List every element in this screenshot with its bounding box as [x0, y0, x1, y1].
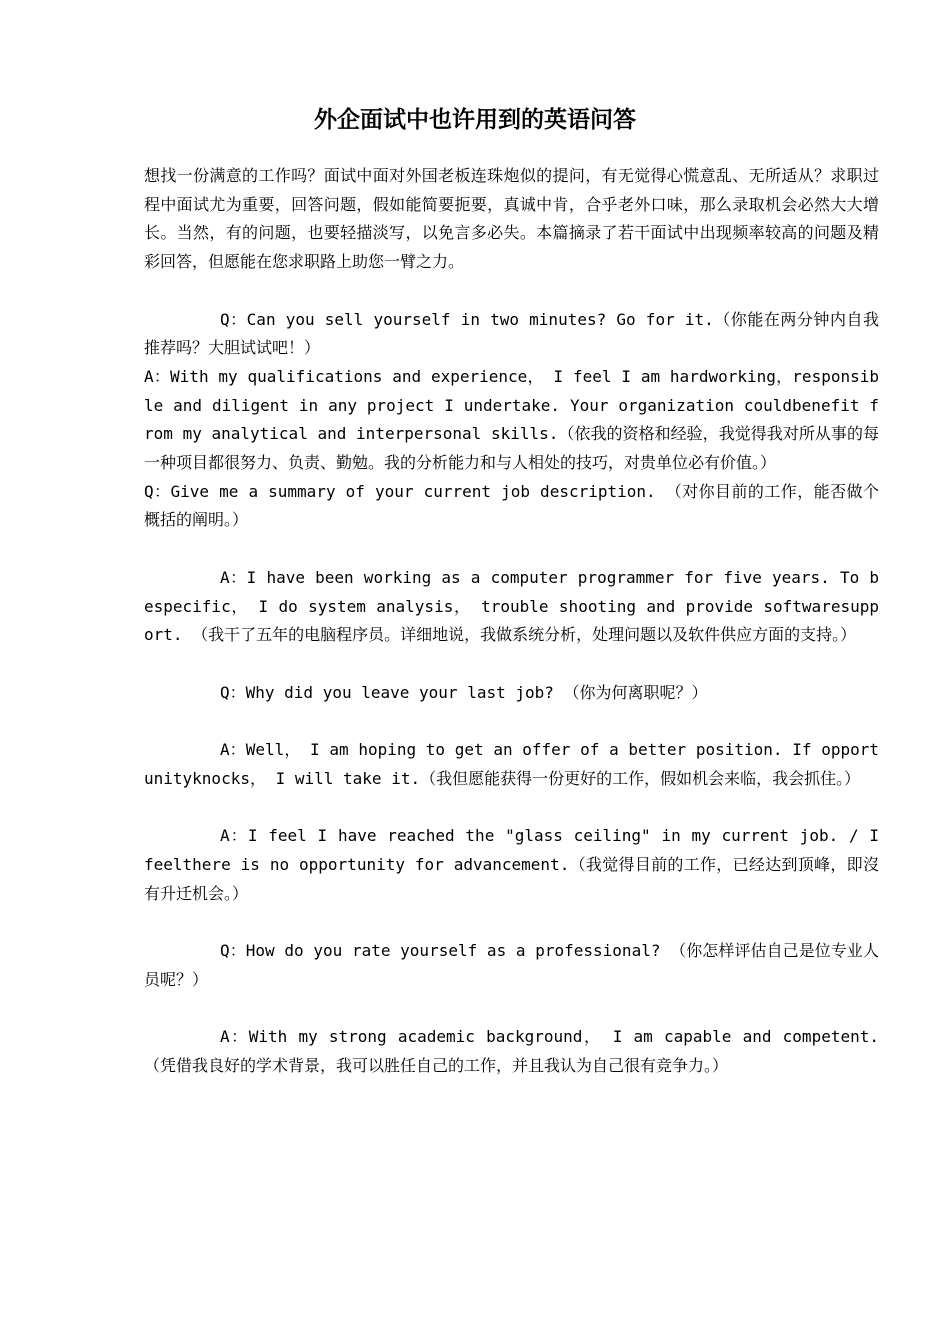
question-paragraph: Q：Can you sell yourself in two minutes? Go for it.（你能在两分钟内自我推荐吗？大胆试试吧！） [144, 309, 879, 358]
question-paragraph: Q：How do you rate yourself as a professional? （你怎样评估自己是位专业人员呢？） [144, 940, 879, 989]
answer-paragraph: A：I feel I have reached the "glass ceiling" in my current job. / I feelthere is no opportunity for advancement.（我觉得目前的工作，已经达到顶峰，即沒有升迁机会。） [144, 826, 879, 903]
document-body [144, 162, 879, 1080]
answer-paragraph: A：I have been working as a computer programmer for five years. To bespecific， I do system analysis， trouble shooting and provide softwaresupport. （我干了五年的电脑程序员。详细地说，我做系统分析，处理问题以及软件供应方面的支持。） [144, 567, 880, 645]
document-title: 外企面试中也许用到的英语问答 [314, 106, 636, 133]
intro-paragraph: 想找一份满意的工作吗？面试中面对外国老板连珠炮似的提问，有无觉得心慌意乱、无所适从？求职过程中面试尤为重要，回答问题，假如能简要扼要，真诚中肯，合乎老外口味，那么录取机会必然大大增长。当然，有的问题，也要轻描淡写，以免言多必失。本篇摘录了若干面试中出现频率较高的问题及精彩回答，但愿能在您求职路上助您一臂之力。 [144, 166, 879, 272]
answer-paragraph: A：With my qualifications and experience， I feel I am hardworking，responsible and diligent in any project I undertake. Your organization couldbenefit from my analytical and interpersonal skills.（依我的资格和经验，我觉得我对所从事的每一种项目都很努力、负责、勤勉。我的分析能力和与人相处的技巧，对贵单位必有价值。） [144, 366, 879, 473]
answer-paragraph: A：Well， I am hoping to get an offer of a better position. If opportunityknocks， I will take it.（我但愿能获得一份更好的工作，假如机会来临，我会抓住。） [144, 740, 879, 788]
question-paragraph: Q：Give me a summary of your current job description. （对你目前的工作，能否做个概括的阐明。） [144, 481, 879, 530]
answer-paragraph: A：With my strong academic background， I am capable and competent. （凭借我良好的学术背景，我可以胜任自己的工作，并且我认为自己很有竞争力。） [144, 1026, 879, 1075]
question-paragraph: Q：Why did you leave your last job? （你为何离职呢？） [220, 682, 708, 702]
